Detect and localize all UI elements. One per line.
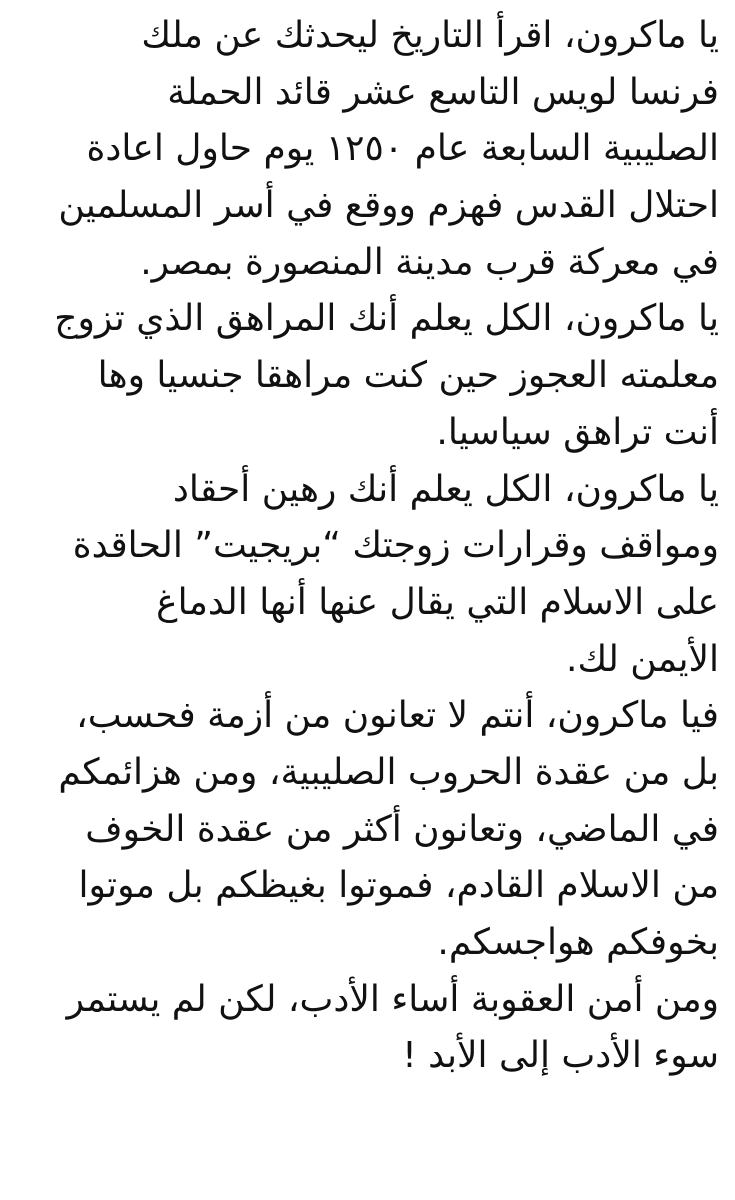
text-line: فيا ماكرون، أنتم لا تعانون من أزمة فحسب، — [76, 695, 719, 737]
text-line: الصليبية السابعة عام ١٢٥٠ يوم حاول اعادة — [86, 128, 719, 170]
text-line: ومواقف وقرارات زوجتك “بريجيت” الحاقدة — [72, 525, 719, 567]
text-line: من الاسلام القادم، فموتوا بغيظكم بل موتوا — [78, 865, 719, 907]
text-line: يا ماكرون، اقرأ التاريخ ليحدثك عن ملك — [141, 15, 719, 56]
text-line: معلمته العجوز حين كنت مراهقا جنسيا وها — [97, 355, 719, 397]
text-line: بل من عقدة الحروب الصليبية، ومن هزائمكم — [58, 751, 719, 793]
text-line: احتلال القدس فهزم ووقع في أسر المسلمين — [58, 185, 719, 227]
text-line: سوء الأدب إلى الأبد ! — [402, 1035, 719, 1077]
text-line: على الاسلام التي يقال عنها أنها الدماغ — [156, 581, 719, 623]
text-line: ومن أمن العقوبة أساء الأدب، لكن لم يستمر — [66, 978, 719, 1020]
text-line: يا ماكرون، الكل يعلم أنك المراهق الذي تزوج — [54, 298, 719, 340]
text-line: في معركة قرب مدينة المنصورة بمصر. — [140, 241, 719, 283]
text-line: أنت تراهق سياسيا. — [436, 411, 719, 453]
text-line: الأيمن لك. — [566, 638, 719, 680]
text-line: في الماضي، وتعانون أكثر من عقدة الخوف — [85, 808, 719, 850]
text-line: فرنسا لويس التاسع عشر قائد الحملة — [167, 71, 719, 113]
arabic-text-body — [8, 0, 719, 1085]
text-line: يا ماكرون، الكل يعلم أنك رهين أحقاد — [172, 468, 719, 510]
text-line: بخوفكم هواجسكم. — [437, 922, 719, 963]
